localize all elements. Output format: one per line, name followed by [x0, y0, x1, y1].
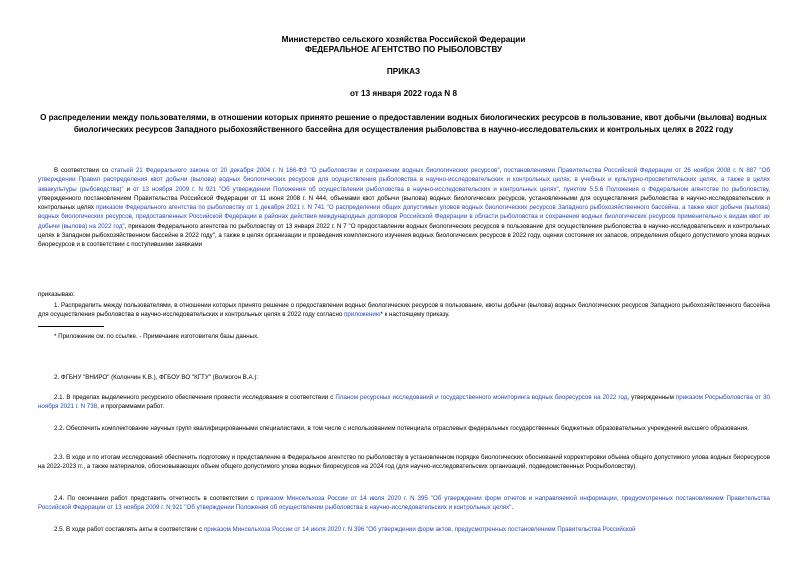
preamble-text-3: и: [123, 185, 133, 193]
order-word: приказываю:: [38, 291, 75, 298]
link-resolution-921[interactable]: от 13 ноября 2009 г. N 921 "Об утверждении Положения об осуществлении рыболовства в научно-исследовательских и контрольных целях": [133, 185, 559, 193]
link-appendix[interactable]: приложению: [344, 311, 381, 319]
item-1: [38, 301, 770, 320]
preamble-text-4: ,: [558, 185, 564, 193]
item-2: 2. ФГБНУ "ВНИРО" (Колончин К.В.), ФГБОУ ВО "КГТУ" (Волкогон В.А.):: [54, 374, 259, 381]
document-date-number: от 13 января 2022 года N 8: [349, 89, 458, 98]
item-2-4: [38, 494, 770, 513]
preamble-paragraph: [38, 166, 770, 250]
link-order-741[interactable]: приказом Федерального агентства по рыболовству от 1 декабря 2021 г. N 741 "О распределении общих допустимых уловов водных биологических ресурсов Западного рыбохозяйственного бассейна, а также квот добычи (вылова) водных биологических ресурсов, предоставленных Российской Федерации в районах действия международных договоров Российской Федерации в области рыболовства и сохранения водных биологических ресурсов применительно к видам квот их добычи (вылова) на 2022 год": [38, 204, 770, 230]
footnote: * Приложение см. по ссылке. - Примечание изготовителя базы данных.: [54, 333, 259, 340]
link-order-395[interactable]: приказом Минсельхоза России от 14 июля 2020 г. N 395 "Об утверждении форм отчетов и направляемой информации, предусмотренных постановлением Правительства Российской Федерации от 13 ноября 2009 г. N 921 "Об утверждении Положения об осуществлении рыболовства в научно-исследовательских и контрольных целях": [38, 495, 770, 512]
link-order-738[interactable]: приказом Росрыболовства от 30 ноября 2021 г. N 738: [38, 394, 770, 411]
item-2-4-text-2: .: [511, 504, 514, 512]
ministry-name: Министерство сельского хозяйства Российской Федерации: [281, 35, 526, 44]
document-type: ПРИКАЗ: [386, 67, 421, 76]
preamble-text-6: , приказом Федерального агентства по рыболовству от 13 января 2022 г. N 7 "О предоставлении водных биологических ресурсов в пользование для осуществления рыболовства в научно-исследовательских и контрольных целях в Западном рыбохозяйственном бассейне в 2022 году": [38, 222, 770, 240]
document-subject: О распределении между пользователями, в отношении которых принято решение о предоставлении водных биологических ресурсов в пользование, квот добычи (вылова) водных биологических ресурсов Западного рыбохозяйственного бассейна для осуществления рыболовства в научно-исследовательских и контрольных целях в 2022 году: [40, 113, 767, 134]
item-1-text: 1. Распределить между пользователями, в отношении которых принято решение о предоставлении водных биологических ресурсов в пользование, квоты добычи (вылова) водных биологических ресурсов Западного рыбохозяйственного бассейна для осуществления рыболовства в научно-исследовательских и контрольных целях в 2022 году согласно: [38, 302, 770, 319]
item-2-5: [38, 525, 770, 534]
preamble-text-2: ,: [499, 167, 504, 174]
item-2-3: 2.3. В ходе и по итогам исследований обеспечить подготовку и представление в Федеральное агентство по рыболовству в установленном порядке биологических обоснований корректировки объема общего допустимого улова водных биоресурсов на 2022-2023 гг., а также материалов, обосновывающих объем общего допустимого улова водных биоресурсов на 2024 год (для научно-исследовательских организаций, подведомственных Росрыболовству).: [38, 454, 770, 471]
item-2-1: [38, 393, 770, 412]
link-resolution-887[interactable]: постановлениями Правительства Российской Федерации от 26 ноября 2008 г. N 887 "Об утверждении Правил распределения квот добычи (вылова) водных биологических ресурсов для осуществления рыболовства в научно-исследовательских и контрольных целях, в учебных и культурно-просветительских целях, а также в целях аквакультуры (рыбоводства)": [38, 167, 770, 193]
item-2-1-text-2: , утвержденным: [627, 394, 676, 401]
item-2-1-text-3: , и программами работ.: [97, 403, 165, 411]
link-order-396[interactable]: приказом Минсельхоза России от 14 июля 2020 г. N 396 "Об утверждении форм актов, предусмотренных постановлением Правительства Российской: [203, 526, 636, 533]
item-2-1-text-1: 2.1. В пределах выделенного ресурсного обеспечения провести исследования в соответствии с: [54, 394, 336, 401]
item-2-2: 2.2. Обеспечить комплектование научных групп квалифицированными специалистами, в том числе с использованием потенциала отраслевых федеральных государственных бюджетных образовательных учреждений высшего образования.: [54, 425, 750, 432]
footnote-divider: [38, 326, 104, 327]
link-regulation-5-5-6[interactable]: пунктом 5.5.6 Положения о Федеральном агентстве по рыболовству: [563, 185, 769, 193]
item-2-4-text-1: 2.4. По окончании работ представить отчетность в соответствии с: [54, 495, 257, 502]
preamble-text-1: В соответствии со: [54, 167, 112, 174]
link-research-plan[interactable]: Планом ресурсных исследований и государственного мониторинга водных биоресурсов на 2022 год: [335, 394, 628, 401]
preamble-text-7: , а также в целях организации и проведения комплексного изучения водных биологических ресурсов в 2022 году, оценки состояния их запасов, определения общего допустимого улова водных биоресурсов и в соответствии с поступившими заявками: [38, 232, 770, 249]
link-law-166[interactable]: статьей 21 Федерального закона от 20 декабря 2004 г. N 166-ФЗ "О рыболовстве и сохранении водных биологических ресурсов": [111, 167, 500, 174]
item-1-tail: * к настоящему приказу.: [380, 311, 450, 319]
item-2-5-text-1: 2.5. В ходе работ составлять акты в соответствии с: [54, 526, 204, 533]
agency-name: ФЕДЕРАЛЬНОЕ АГЕНТСТВО ПО РЫБОЛОВСТВУ: [304, 45, 503, 54]
preamble-text-5: , утвержденного постановлением Правительства Российской Федерации от 11 июня 2008 г. N 444, объемами квот добычи (вылова) водных биологических ресурсов, установленными для осуществления рыболовства в научно-исследовательских и контрольных целях: [38, 185, 770, 212]
